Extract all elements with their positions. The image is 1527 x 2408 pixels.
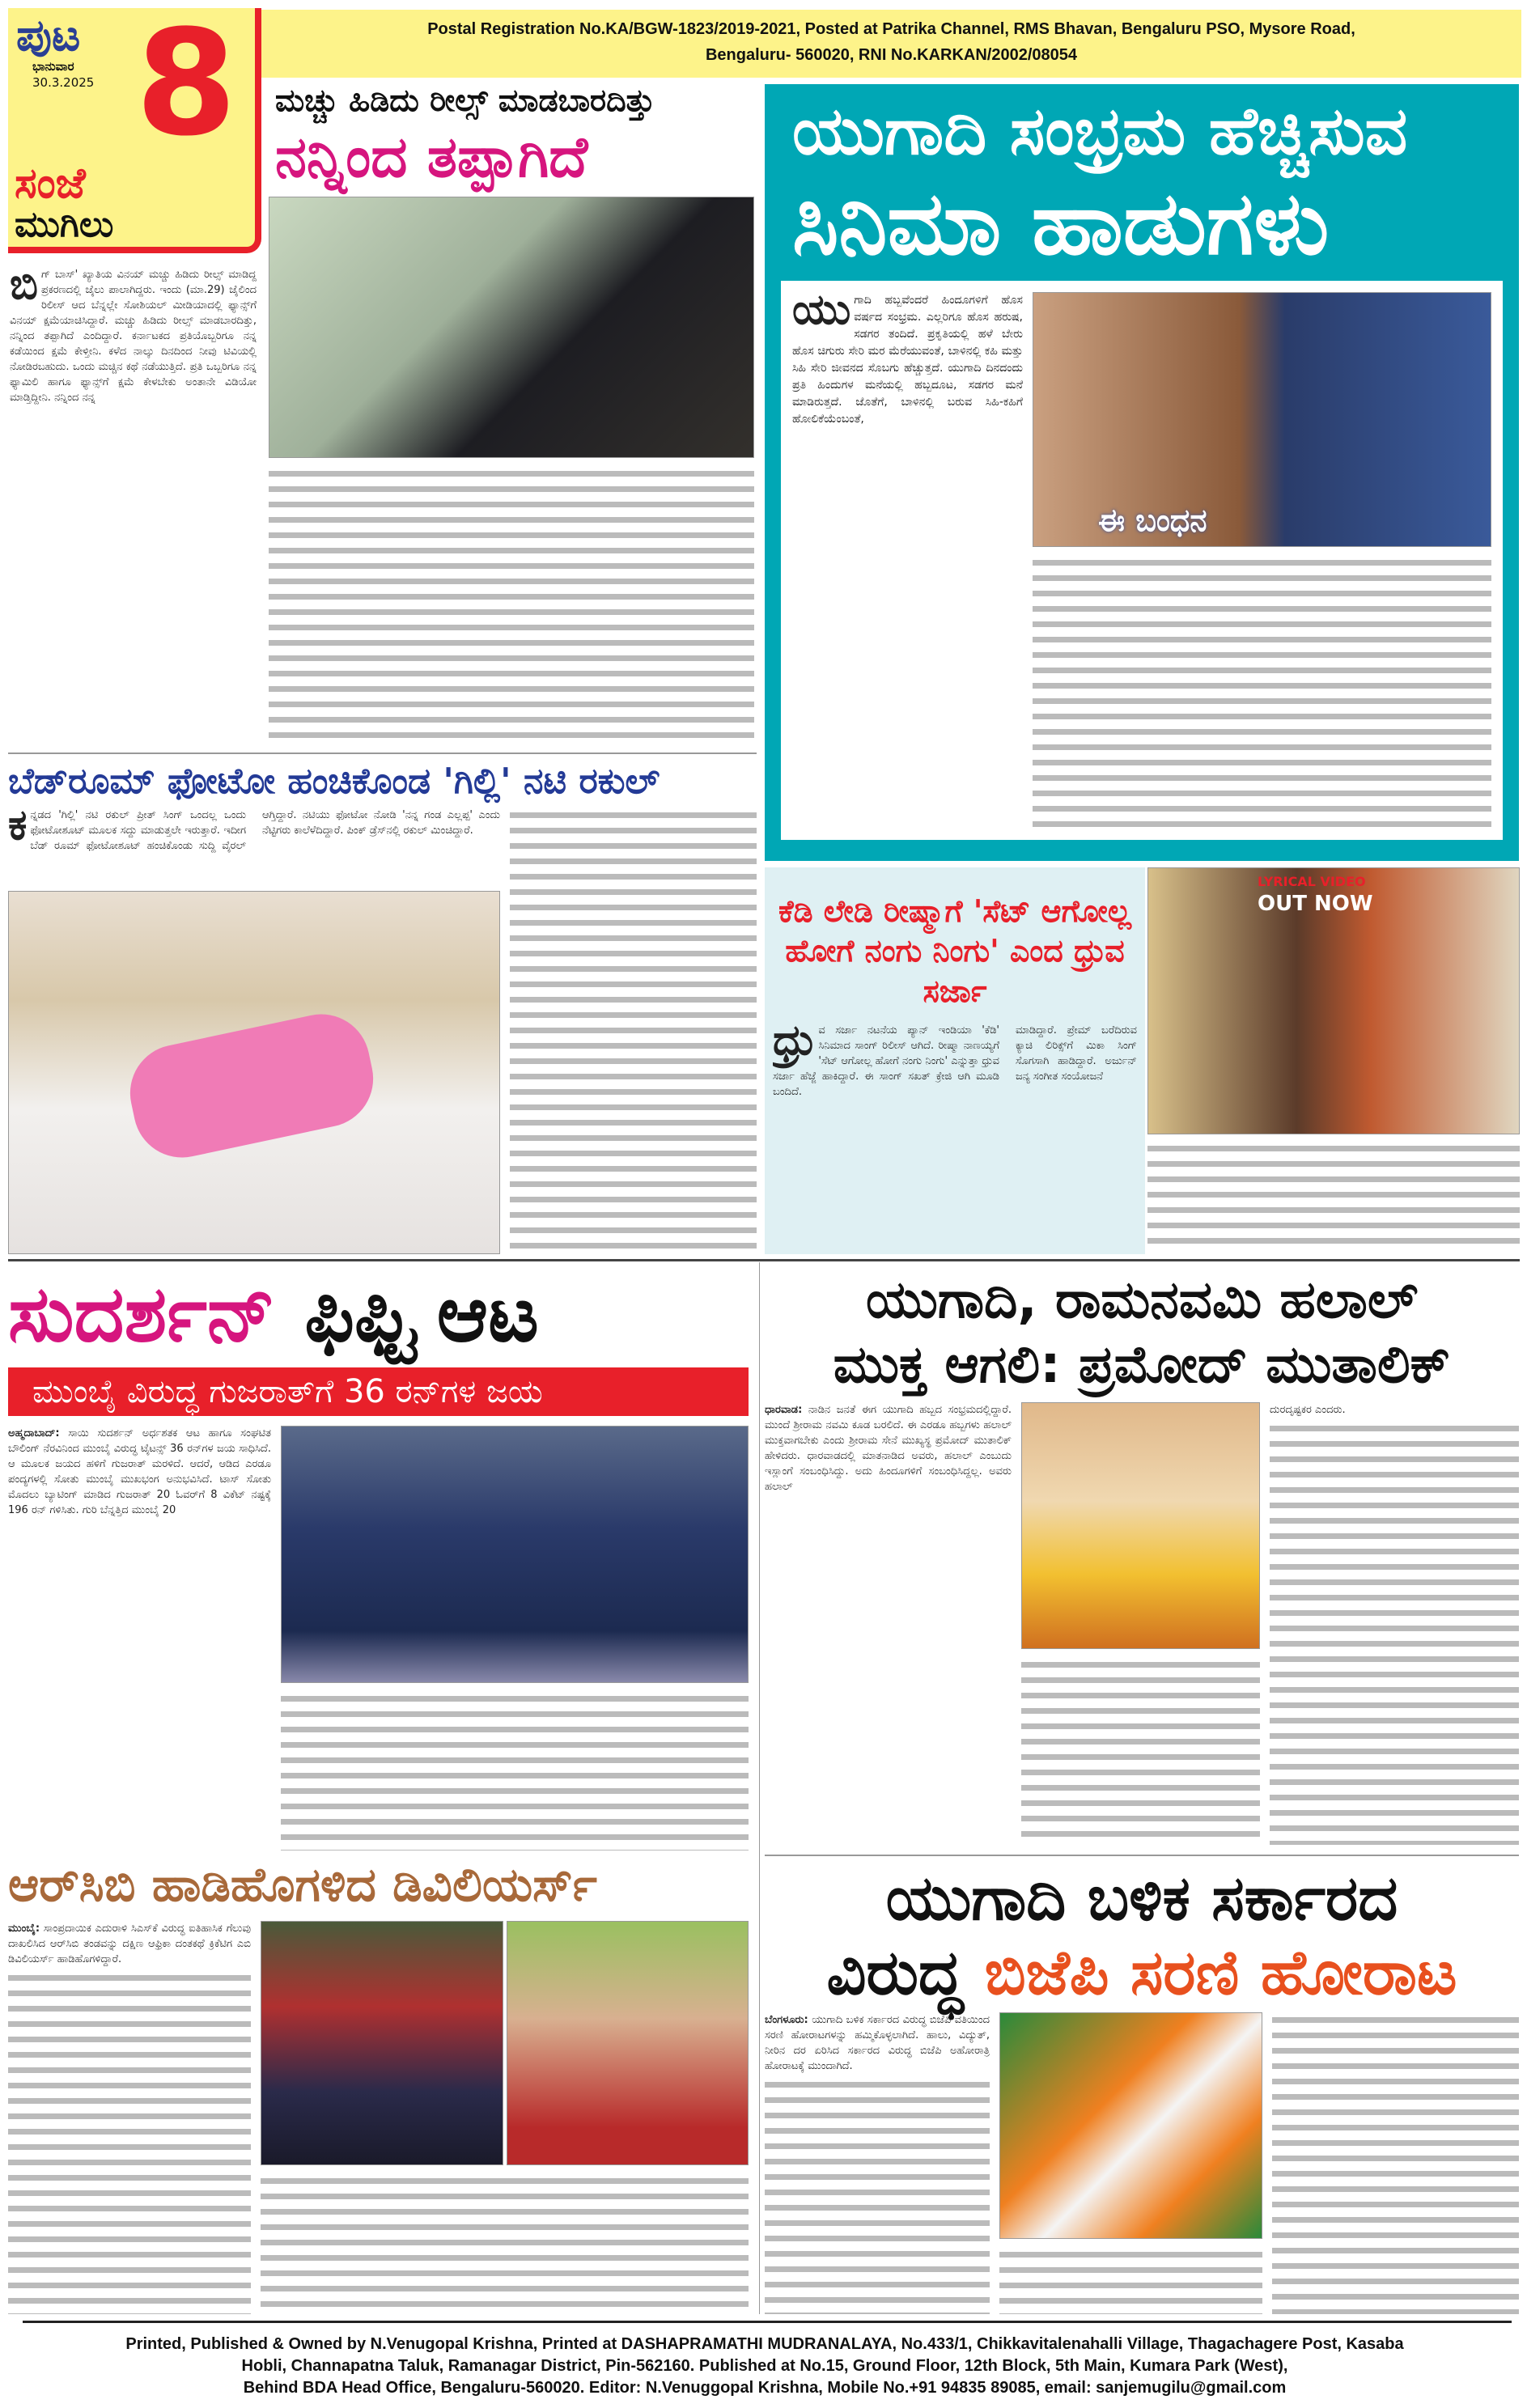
imprint-line: Printed, Published & Owned by N.Venugopal Krishna, Printed at DASHAPRAMATHI MUDRANALAYA, No.433/1, Chikkavitalenahalli Village, Thagachagere Post, Kasaba (125, 2335, 1404, 2353)
headline-part: ಬಿಜೆಪಿ ಸರಣಿ ಹೋರಾಟ (984, 1935, 1457, 2008)
abd-article (8, 1859, 749, 2314)
postal-line: Postal Registration No.KA/BGW-1823/2019-2021, Posted at Patrika Channel, RMS Bhavan, Bengaluru PSO, Mysore Road, (427, 20, 1355, 38)
sudarshan-subhead: ಮುಂಬೈ ವಿರುದ್ಧ ಗುಜರಾತ್‌ಗೆ 36 ರನ್‌ಗಳ ಜಯ (8, 1367, 749, 1416)
article-text: ನಾಡಿನ ಜನತೆ ಈಗ ಯುಗಾದಿ ಹಬ್ಬದ ಸಂಭ್ರಮದಲ್ಲಿದ್ದಾರೆ. ಮುಂದೆ ಶ್ರೀರಾಮ ನವಮಿ ಕೂಡ ಬರಲಿದೆ. ಈ ಎರಡೂ ಹಬ್ಬಗಳು ಹಲಾಲ್ ಮುಕ್ತವಾಗಬೇಕು ಎಂದು ಶ್ರೀರಾಮ ಸೇನೆ ಮುಖ್ಯಸ್ಥ ಪ್ರಮೋದ್ ಮುತಾಲಿಕ್ ಹೇಳಿದರು. ಧಾರವಾಡದಲ್ಲಿ ಮಾತನಾಡಿದ ಅವರು, ಹಲಾಲ್ ಎಂಬುದು ಇಸ್ಲಾಂಗೆ ಸಂಬಂಧಿಸಿದ್ದು. ಅದು ಹಿಂದೂಗಳಿಗೆ ಸಂಬಂಧಿಸಿದ್ದಲ್ಲ. ಅವರು ಹಲಾಲ್ (765, 1403, 1012, 1493)
pink-dress-figure (121, 1006, 383, 1167)
poster-badge-line2: OUT NOW (1258, 892, 1373, 916)
page-number: 8 (135, 0, 237, 168)
article-text: ಗ್ ಬಾಸ್' ಖ್ಯಾತಿಯ ವಿನಯ್ ಮಚ್ಚು ಹಿಡಿದು ರೀಲ್ಸ್ ಮಾಡಿದ್ದ ಪ್ರಕರಣದಲ್ಲಿ ಜೈಲು ಪಾಲಾಗಿದ್ದರು. ಇಂದು (ಮಾ.29) ಜೈಲಿಂದ ರಿಲೀಸ್ ಆದ ಬೆನ್ನಲ್ಲೇ ಸೋಶಿಯಲ್ ಮೀಡಿಯಾದಲ್ಲಿ ಫ್ಯಾನ್ಸ್‌ಗೆ ವಿನಯ್ ಕ್ಷಮೆಯಾಚಿಸಿದ್ದಾರೆ. ಮಚ್ಚು ಹಿಡಿದು ರೀಲ್ಸ್ ಮಾಡಬಾರದಿತ್ತು, ನನ್ನಿಂದ ತಪ್ಪಾಗಿದೆ ಎಂದಿದ್ದಾರೆ. ಕರ್ನಾಟಕದ ಪ್ರತಿಯೊಬ್ಬರಿಗೂ ನನ್ನ ಕಡೆಯಿಂದ ಕ್ಷಮೆ ಕೇಳ್ತೀನಿ. ಕಳೆದ ನಾಲ್ಕು ದಿನದಿಂದ ನೀವು ಟಿವಿಯಲ್ಲಿ ನೋಡಿರಬಹುದು. ಒಂದು ಮಚ್ಚಿನ ಕಥೆ ನಡೆಯುತ್ತಿದೆ. ಪ್ರತಿ ಒಬ್ಬರಿಗೂ ನನ್ನ ಫ್ಯಾಮಿಲಿ ಹಾಗೂ ಫ್ಯಾನ್ಸ್‌ಗೆ ಕ್ಷಮೆ ಕೇಳಬೇಕು ಅಂತಾನೇ ವಿಡಿಯೋ ಮಾಡ್ತಿದ್ದೀನಿ. ನನ್ನಿಂದ ನನ್ನ (10, 269, 257, 404)
footer-rule (23, 2321, 1512, 2323)
kedi-body (773, 1023, 999, 1249)
brand-logo-line1: ಸಂಜೆ (15, 159, 86, 208)
bjp-headline-1: ಯುಗಾದಿ ಬಳಿಕ ಸರ್ಕಾರದ (885, 1864, 1398, 1934)
dateline: ಬೆಂಗಳೂರು: (765, 2014, 808, 2027)
abd-headline: ಆರ್‌ಸಿಬಿ ಹಾಡಿಹೊಗಳಿದ ಡಿವಿಲಿಯರ್ಸ್ (8, 1859, 597, 1912)
songs-headline-1: ಯುಗಾದಿ ಸಂಭ್ರಮ ಹೆಚ್ಚಿಸುವ (792, 93, 1408, 170)
dateline: ಅಹ್ಮದಾಬಾದ್: (8, 1427, 60, 1439)
halal-body (765, 1402, 1012, 1845)
drop-cap: ಯು (792, 291, 851, 334)
reel-article-columns (269, 466, 754, 744)
sudarshan-body (8, 1426, 271, 1851)
bjp-body (765, 2012, 990, 2074)
halal-article (765, 1272, 1519, 1845)
sudarshan-headline (8, 1272, 749, 1358)
bjp-columns (999, 2247, 1262, 2314)
article-text: ನ್ನಡದ 'ಗಿಲ್ಲಿ' ನಟಿ ರಕುಲ್ ಪ್ರೀತ್ ಸಿಂಗ್ ಒಂದಲ್ಲ ಒಂದು ಫೋಟೋಶೂಟ್ ಮೂಲಕ ಸದ್ದು ಮಾಡುತ್ತಲೇ ಇರುತ್ತಾರೆ. ಇದೀಗ ಬೆಡ್ ರೂಮ್ ಫೋಟೋಶೂಟ್ ಹಂಚಿಕೊಂಡು ಸುದ್ದಿ ವೈರಲ್ ಆಗ್ತಿದ್ದಾರೆ. ನಟಿಯು ಫೋಟೋ ನೋಡಿ 'ನನ್ನ ಗಂಡ ಎಲ್ಲಪ್ಪ' ಎಂದು ನೆಟ್ಟಿಗರು ಕಾಲೆಳೆದಿದ್ದಾರೆ. ಪಿಂಕ್ ಡ್ರೆಸ್‌ನಲ್ಲಿ ರಕುಲ್ ಮಿಂಚಿದ್ದಾರೆ. (30, 809, 500, 853)
headline-part: ವಿರುದ್ಧ (826, 1935, 964, 2008)
songs-inner (781, 281, 1503, 840)
halal-headline-1: ಯುಗಾದಿ, ರಾಮನವಮಿ ಹಲಾಲ್ (865, 1272, 1419, 1330)
dateline: ಮುಂಬೈ: (8, 1922, 40, 1935)
poster-badge-line1: LYRICAL VIDEO (1258, 874, 1366, 889)
bjp-text-continued (765, 2077, 990, 2314)
rcb-team-photo (261, 1921, 503, 2165)
day: ಭಾನುವಾರ (32, 59, 74, 74)
drop-cap: ಬಿ (10, 267, 38, 309)
bjp-flags-photo (999, 2012, 1262, 2239)
kedi-body-col2: ಮಾಡಿದ್ದಾರೆ. ಪ್ರೇಮ್ ಬರೆದಿರುವ ಕ್ಯಾಚಿ ಲಿರಿಕ್ಸ್‌ಗೆ ಮಿಕಾ ಸಿಂಗ್ ಸೊಗಸಾಗಿ ಹಾಡಿದ್ದಾರೆ. ಅರ್ಜುನ್ ಜನ್ಯ ಸಂಗೀತ ಸಂಯೋಜನೆ (1016, 1024, 1137, 1083)
bjp-article (765, 1864, 1519, 2314)
kedi-columns (1147, 1141, 1520, 1250)
drop-cap: ಧ್ರು (773, 1023, 816, 1066)
halal-col3-text (1270, 1421, 1519, 1845)
vinay-photo (269, 197, 754, 458)
poster-title: ಈ ಬಂಧನ (1098, 502, 1207, 539)
reel-headline: ನನ್ನಿಂದ ತಪ್ಪಾಗಿದೆ (275, 123, 588, 190)
abd-body (8, 1921, 251, 1967)
brand-logo-line2: ಮುಗಿಲು (15, 203, 114, 245)
article-text: ಗಾದಿ ಹಬ್ಬವೆಂದರೆ ಹಿಂದೂಗಳಿಗೆ ಹೊಸ ವರ್ಷದ ಸಂಭ್ರಮ. ಎಲ್ಲರಿಗೂ ಹೊಸ ಹರುಷ, ಸಡಗರ ತಂದಿದೆ. ಪ್ರಕೃತಿಯಲ್ಲಿ ಹಳೆ ಬೇರು ಹೊಸ ಚಿಗುರು ಸೇರಿ ಮರ ಮೆರೆಯುವಂತೆ, ಬಾಳಿನಲ್ಲಿ ಕಹಿ ಮತ್ತು ಸಿಹಿ ಸೇರಿ ಜೀವನದ ಸೊಬಗು ಹೆಚ್ಚುತ್ತದೆ. ಯುಗಾದಿ ದಿನದಂದು ಪ್ರತಿ ಹಿಂದುಗಳ ಮನೆಯಲ್ಲಿ ಹಬ್ಬದೂಟ, ಸಡಗರ ಮನೆ ಮಾಡಿರುತ್ತದೆ. ಜೊತೆಗೆ, ಬಾಳಿನಲ್ಲಿ ಬರುವ ಸಿಹಿ-ಕಹಿಗೆ ಹೋಲಿಕೆಯೆಂಬಂತೆ, (792, 293, 1023, 426)
article-text: ಯುಗಾದಿ ಬಳಿಕ ಸರ್ಕಾರದ ವಿರುದ್ಧ ಬಿಜೆಪಿ ವತಿಯಿಂದ ಸರಣಿ ಹೋರಾಟಗಳನ್ನು ಹಮ್ಮಿಕೊಳ್ಳಲಾಗಿದೆ. ಹಾಲು, ವಿದ್ಯುತ್, ನೀರಿನ ದರ ಏರಿಸಿದ ಸರ್ಕಾರದ ವಿರುದ್ಧ ಬಿಜೆಪಿ ಅಹೋರಾತ್ರಿ ಹೋರಾಟಕ್ಕೆ ಮುಂದಾಗಿದೆ. (765, 2014, 990, 2073)
rakul-columns (510, 808, 757, 1254)
rakul-headline: ಬೆಡ್‌ರೂಮ್ ಫೋಟೋ ಹಂಚಿಕೊಂಡ 'ಗಿಲ್ಲಿ' ನಟಿ ರಕುಲ್ (8, 762, 660, 802)
de-villiers-photo (507, 1921, 749, 2165)
reel-article (269, 84, 754, 744)
rakul-body (8, 808, 500, 884)
rakul-photo (8, 891, 500, 1254)
brand-logo (15, 159, 253, 245)
reel-kicker: ಮಚ್ಚು ಹಿಡಿದು ರೀಲ್ಸ್ ಮಾಡಬಾರದಿತ್ತು (275, 84, 655, 118)
film-stills-photo (1033, 292, 1491, 547)
date: 30.3.2025 (32, 74, 95, 90)
drop-cap: ಕ (8, 808, 28, 850)
sudarshan-columns (281, 1691, 749, 1851)
imprint-line: Hobli, Channapatna Taluk, Ramanagar District, Pin-562160. Published at No.15, Ground Floor, 12th Block, 5th Main, Kumara Park (West), (241, 2357, 1288, 2375)
column-divider (759, 1262, 760, 2314)
abd-text-continued (8, 1970, 251, 2314)
halal-col3: ದುರದೃಷ್ಟಕರ ಎಂದರು. (1270, 1403, 1346, 1416)
sudarshan-article (8, 1272, 749, 1851)
divider (8, 752, 757, 754)
page-label: ಪುಟ (16, 10, 81, 61)
imprint-line: Behind BDA Head Office, Bengaluru-560020. Editor: N.Venuggopal Krishna, Mobile No.+91 94835 89085, email: sanjemugilu@gmail.com (243, 2379, 1287, 2397)
masthead-left (16, 11, 117, 91)
songs-headline-2: ಸಿನಿಮಾ ಹಾಡುಗಳು (792, 173, 1330, 275)
halal-columns (1021, 1657, 1260, 1845)
bjp-headline-2 (765, 1935, 1519, 2008)
songs-columns (1033, 555, 1491, 829)
article-text: ವ ಸರ್ಜಾ ನಟನೆಯ ಪ್ಯಾನ್ ಇಂಡಿಯಾ 'ಕೆಡಿ' ಸಿನಿಮಾದ ಸಾಂಗ್ ರಿಲೀಸ್ ಆಗಿದೆ. ರೀಷ್ಮಾ ನಾಣಯ್ಯಗೆ 'ಸೆಟ್ ಆಗೋಲ್ಲ ಹೋಗೆ ನಂಗು ನಿಂಗು' ಎನ್ನುತ್ತಾ ಧ್ರುವ ಸರ್ಜಾ ಹೆಜ್ಜೆ ಹಾಕಿದ್ದಾರೆ. ಈ ಸಾಂಗ್ ಸಖತ್ ಕ್ರೇಜಿ ಆಗಿ ಮೂಡಿ ಬಂದಿದೆ. (773, 1024, 999, 1099)
postal-line: Bengaluru- 560020, RNI No.KARKAN/2002/08054 (705, 46, 1078, 64)
article-text: ಸಾಯಿ ಸುದರ್ಶನ್ ಅರ್ಧಶತಕ ಆಟ ಹಾಗೂ ಸಂಘಟಿತ ಬೌಲಿಂಗ್ ನೆರವಿನಿಂದ ಮುಂಬೈ ವಿರುದ್ಧ ಟೈಟನ್ಸ್ 36 ರನ್‌ಗಳ ಜಯ ಸಾಧಿಸಿದೆ. ಆ ಮೂಲಕ ಜಯದ ಹಳಿಗೆ ಗುಜರಾತ್ ಮರಳಿದೆ. ಆದರೆ, ಆಡಿದ ಎರಡೂ ಪಂದ್ಯಗಳಲ್ಲಿ ಸೋತು ಮುಂಬೈ ಮುಖಭಂಗ ಅನುಭವಿಸಿದೆ. ಟಾಸ್ ಸೋತು ಮೊದಲು ಬ್ಯಾಟಿಂಗ್ ಮಾಡಿದ ಗುಜರಾತ್ 20 ಓವರ್‌ಗೆ 8 ವಿಕೆಟ್ ನಷ್ಟಕ್ಕೆ 196 ರನ್ ಗಳಿಸಿತು. ಗುರಿ ಬೆನ್ನತ್ತಿದ ಮುಂಬೈ 20 (8, 1427, 271, 1516)
reel-article-body (10, 267, 257, 744)
kedi-box (765, 867, 1145, 1254)
postal-registration (261, 10, 1521, 78)
muthalik-photo (1021, 1402, 1260, 1649)
dateline: ಧಾರವಾಡ: (765, 1403, 803, 1416)
gujarat-titans-photo (281, 1426, 749, 1683)
section-divider (8, 1259, 1520, 1261)
songs-box (765, 84, 1519, 861)
songs-body (792, 292, 1023, 829)
divider (765, 1855, 1519, 1856)
rakul-article (8, 762, 757, 1254)
kedi-headline: ಕೆಡಿ ಲೇಡಿ ರೀಷ್ಮಾಗೆ 'ಸೆಟ್ ಆಗೋಲ್ಲ ಹೋಗೆ ನಂಗು ನಿಂಗು' ಎಂದ ಧ್ರುವ ಸರ್ಜಾ (778, 893, 1132, 1009)
halal-headline-2: ಮುಕ್ತ ಆಗಲಿ: ಪ್ರಮೋದ್ ಮುತಾಲಿಕ್ (833, 1335, 1451, 1396)
kedi-poster (1147, 867, 1520, 1134)
imprint (16, 2334, 1513, 2399)
sudarshan-headline-black: ಫಿಫ್ಟಿ ಆಟ (304, 1272, 539, 1359)
article-text: ಸಾಂಪ್ರದಾಯಿಕ ಎದುರಾಳಿ ಸಿಎಸ್‌ಕೆ ವಿರುದ್ಧ ಐತಿಹಾಸಿಕ ಗೆಲುವು ದಾಖಲಿಸಿದ ಆರ್‌ಸಿಬಿ ತಂಡವನ್ನು ದಕ್ಷಿಣ ಆಫ್ರಿಕಾ ದಂತಕಥೆ ಕ್ರಿಕೆಟಿಗ ಎಬಿ ಡಿವಿಲಿಯರ್ಸ್ ಹಾಡಿಹೊಗಳಿದ್ದಾರೆ. (8, 1922, 251, 1965)
abd-columns (261, 2173, 749, 2314)
sudarshan-headline-pink: ಸುದರ್ಶನ್ (8, 1272, 276, 1359)
bjp-col3 (1272, 2012, 1519, 2314)
